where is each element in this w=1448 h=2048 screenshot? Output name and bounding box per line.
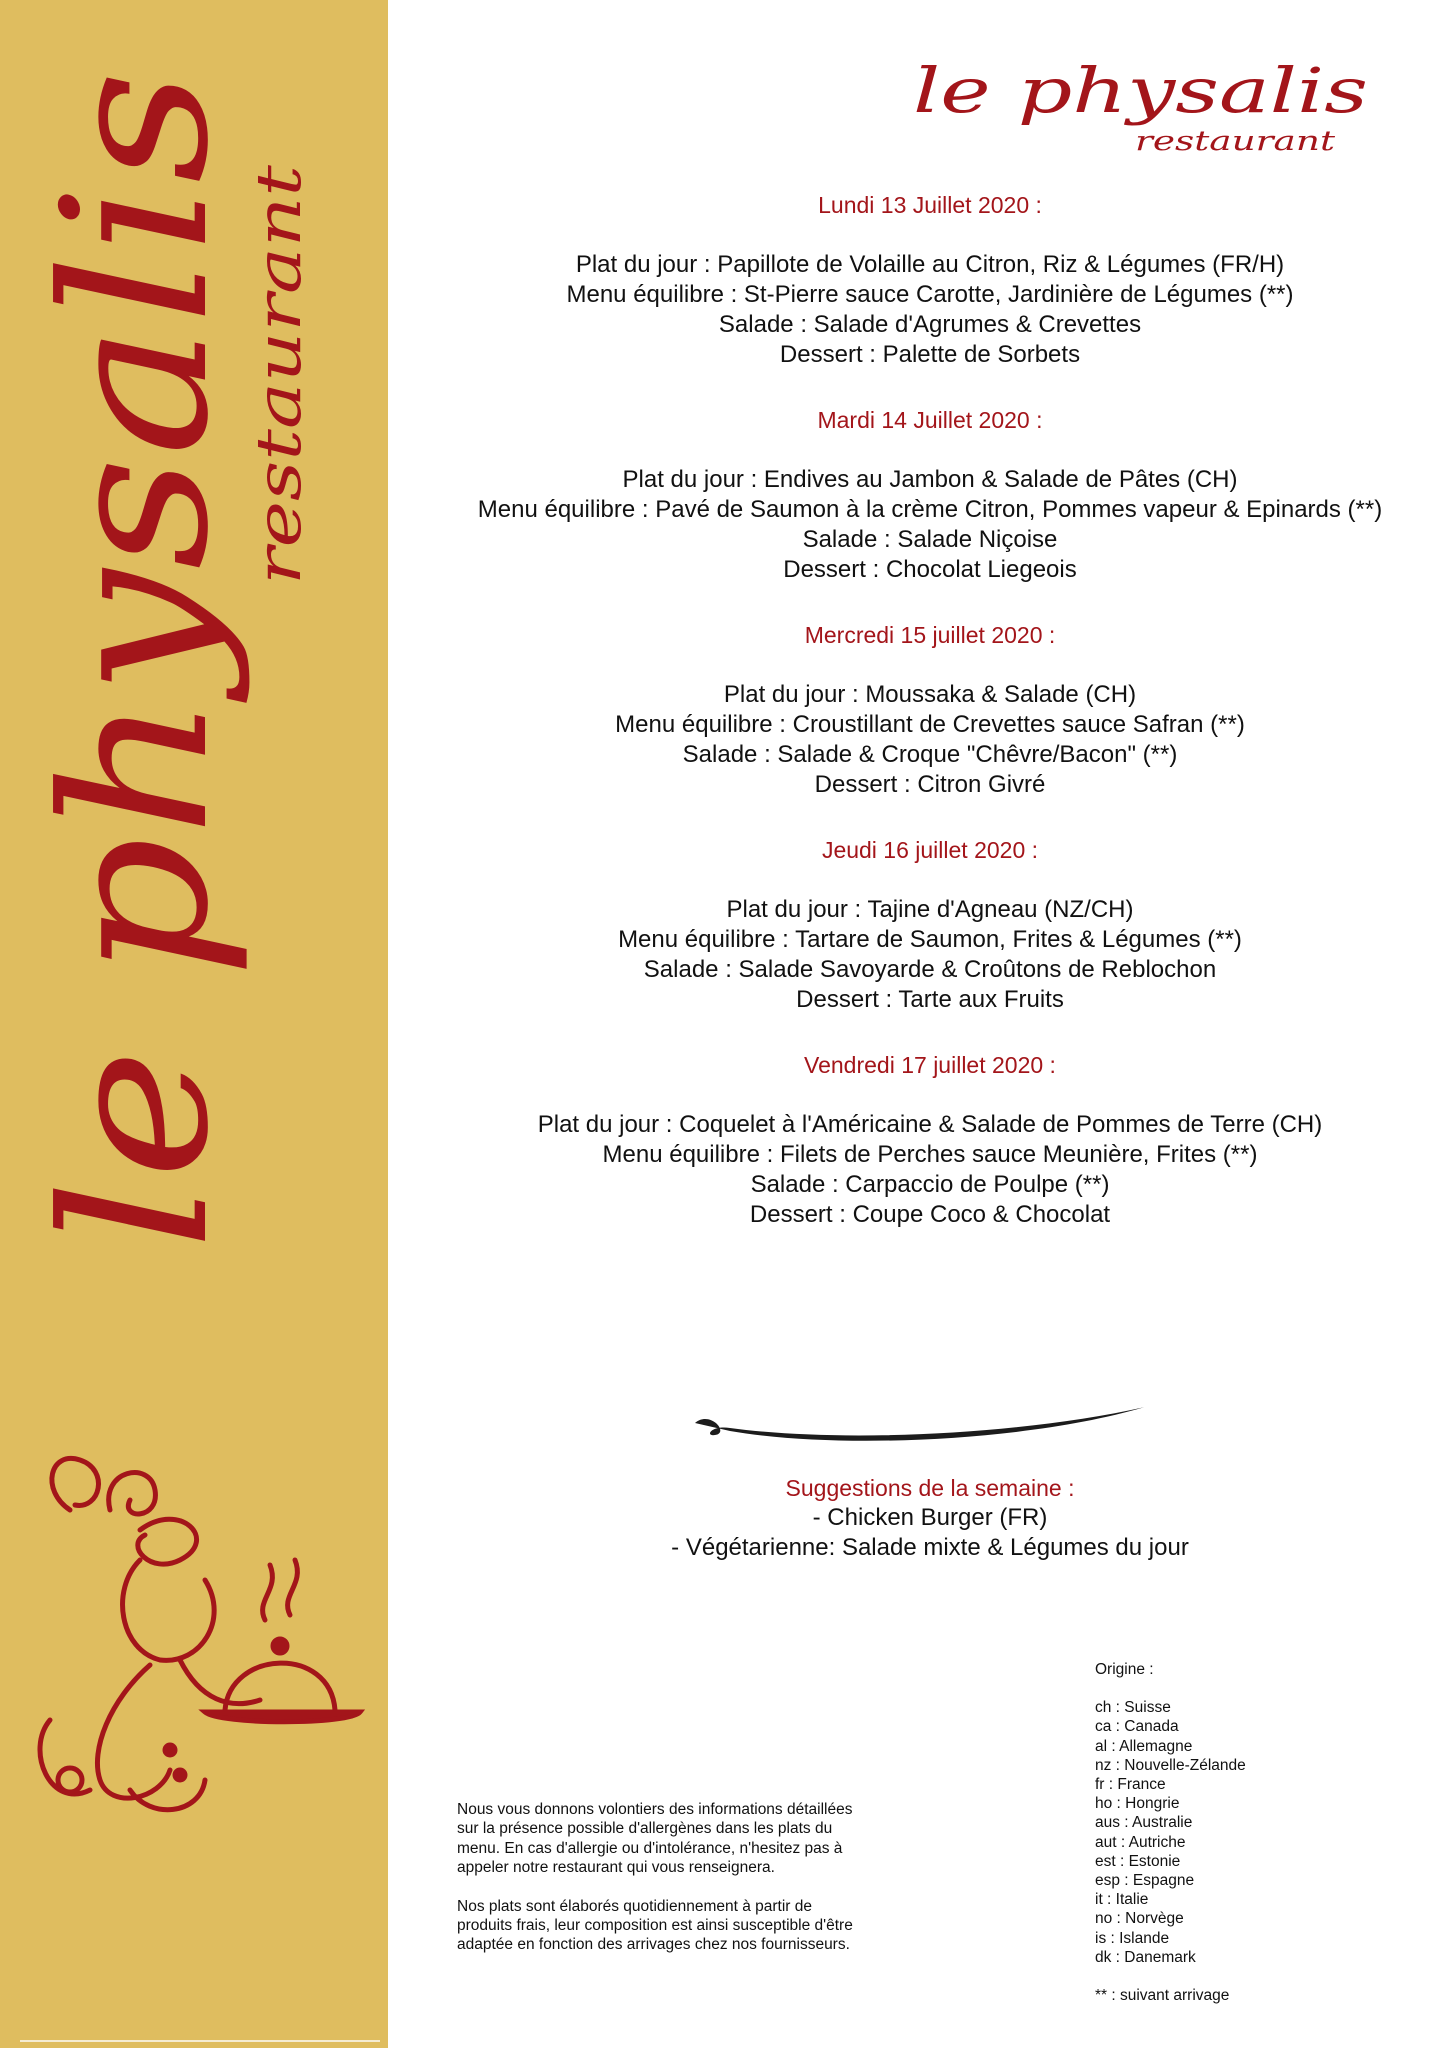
chef-holding-cloche-icon: [30, 1450, 390, 1830]
origin-item: nz : Nouvelle-Zélande: [1095, 1756, 1246, 1774]
day-title: Mardi 14 Juillet 2020 :: [817, 407, 1043, 433]
day-wednesday: [410, 620, 1448, 800]
origin-item: esp : Espagne: [1095, 1872, 1195, 1890]
origin-item: aut : Autriche: [1095, 1833, 1186, 1851]
day-thursday: [410, 835, 1448, 1015]
brand-logo-name: le physalis: [913, 54, 1368, 127]
origin-item: aus : Australie: [1095, 1814, 1193, 1832]
dish-dessert: Dessert : Citron Givré: [814, 771, 1046, 798]
origin-item: dk : Danemark: [1095, 1948, 1196, 1966]
dish-plat-du-jour: Plat du jour : Endives au Jambon & Salade de Pâtes (CH): [622, 466, 1238, 493]
notice-line: menu. En cas d'allergie ou d'intolérance, n'hesitez pas à: [457, 1839, 843, 1857]
origin-item: ho : Hongrie: [1095, 1795, 1180, 1813]
day-friday: [410, 1050, 1448, 1230]
notice-line: appeler notre restaurant qui vous renseignera.: [457, 1859, 775, 1877]
dish-plat-du-jour: Plat du jour : Papillote de Volaille au Citron, Riz & Légumes (FR/H): [575, 251, 1285, 278]
dish-menu-equilibre: Menu équilibre : Tartare de Saumon, Frites & Légumes (**): [618, 926, 1242, 953]
dish-salade: Salade : Salade d'Agrumes & Crevettes: [718, 311, 1142, 338]
day-title: Vendredi 17 juillet 2020 :: [804, 1052, 1056, 1078]
allergen-paragraph: [457, 1800, 997, 1878]
notice-line: Nos plats sont élaborés quotidiennement à partir de: [457, 1897, 812, 1915]
dish-plat-du-jour: Plat du jour : Tajine d'Agneau (NZ/CH): [726, 896, 1134, 923]
origin-item: is : Islande: [1095, 1929, 1170, 1947]
dish-salade: Salade : Salade & Croque "Chêvre/Bacon" (**): [682, 741, 1178, 768]
dish-menu-equilibre: Menu équilibre : Filets de Perches sauce Meunière, Frites (**): [602, 1141, 1258, 1168]
origin-note: ** : suivant arrivage: [1095, 1987, 1230, 2005]
origin-item: est : Estonie: [1095, 1852, 1181, 1870]
day-title: Jeudi 16 juillet 2020 :: [821, 837, 1039, 863]
sidebar-logo-name: le physalis: [20, 181, 253, 1250]
day-monday: [410, 190, 1448, 370]
fresh-products-paragraph: [457, 1897, 997, 1955]
suggestions-title: Suggestions de la semaine :: [785, 1475, 1075, 1501]
dish-dessert: Dessert : Tarte aux Fruits: [796, 986, 1064, 1013]
day-title: Mercredi 15 juillet 2020 :: [804, 622, 1056, 648]
notice-line: sur la présence possible d'allergènes dans les plats du: [457, 1820, 833, 1838]
dish-dessert: Dessert : Chocolat Liegeois: [783, 556, 1077, 583]
dish-menu-equilibre: Menu équilibre : St-Pierre sauce Carotte, Jardinière de Légumes (**): [566, 281, 1294, 308]
origin-item: ch : Suisse: [1095, 1699, 1171, 1717]
suggestion-item: - Chicken Burger (FR): [812, 1504, 1048, 1531]
dish-plat-du-jour: Plat du jour : Moussaka & Salade (CH): [723, 681, 1137, 708]
origin-item: it : Italie: [1095, 1891, 1149, 1909]
sidebar-logo-tagline: restaurant: [242, 253, 315, 585]
sidebar-bottom-line: [20, 2040, 380, 2042]
notice-line: adaptée en fonction des arrivages chez nos fournisseurs.: [457, 1936, 850, 1954]
notice-line: produits frais, leur composition est ainsi susceptible d'être: [457, 1917, 853, 1935]
origin-item: fr : France: [1095, 1776, 1166, 1794]
weekly-suggestions: [410, 1473, 1448, 1563]
sidebar-logo: [0, 0, 388, 1300]
day-tuesday: [410, 405, 1448, 585]
weekly-menu: [410, 190, 1448, 1265]
dish-salade: Salade : Carpaccio de Poulpe (**): [750, 1171, 1110, 1198]
dish-salade: Salade : Salade Savoyarde & Croûtons de Reblochon: [643, 956, 1217, 983]
origin-item: al : Allemagne: [1095, 1737, 1193, 1755]
dish-dessert: Dessert : Palette de Sorbets: [779, 341, 1081, 368]
sidebar-panel: [0, 0, 388, 2048]
dish-dessert: Dessert : Coupe Coco & Chocolat: [749, 1201, 1111, 1228]
suggestion-item: - Végétarienne: Salade mixte & Légumes du jour: [671, 1534, 1189, 1561]
brand-logo-tagline: restaurant: [1135, 126, 1336, 157]
notice-line: Nous vous donnons volontiers des informations détaillées: [457, 1801, 853, 1818]
day-title: Lundi 13 Juillet 2020 :: [818, 192, 1042, 218]
origin-legend: [1095, 1660, 1246, 2005]
divider-flourish: [690, 1395, 1150, 1445]
origin-title: Origine :: [1095, 1661, 1154, 1678]
allergen-notice: [457, 1800, 997, 1955]
origin-item: ca : Canada: [1095, 1718, 1179, 1736]
dish-salade: Salade : Salade Niçoise: [802, 526, 1058, 553]
dish-plat-du-jour: Plat du jour : Coquelet à l'Américaine & Salade de Pommes de Terre (CH): [537, 1111, 1323, 1138]
origin-item: no : Norvège: [1095, 1910, 1184, 1928]
dish-menu-equilibre: Menu équilibre : Pavé de Saumon à la crème Citron, Pommes vapeur & Epinards (**): [477, 496, 1383, 523]
brand-logo: [905, 50, 1385, 170]
dish-menu-equilibre: Menu équilibre : Croustillant de Crevettes sauce Safran (**): [615, 711, 1245, 738]
